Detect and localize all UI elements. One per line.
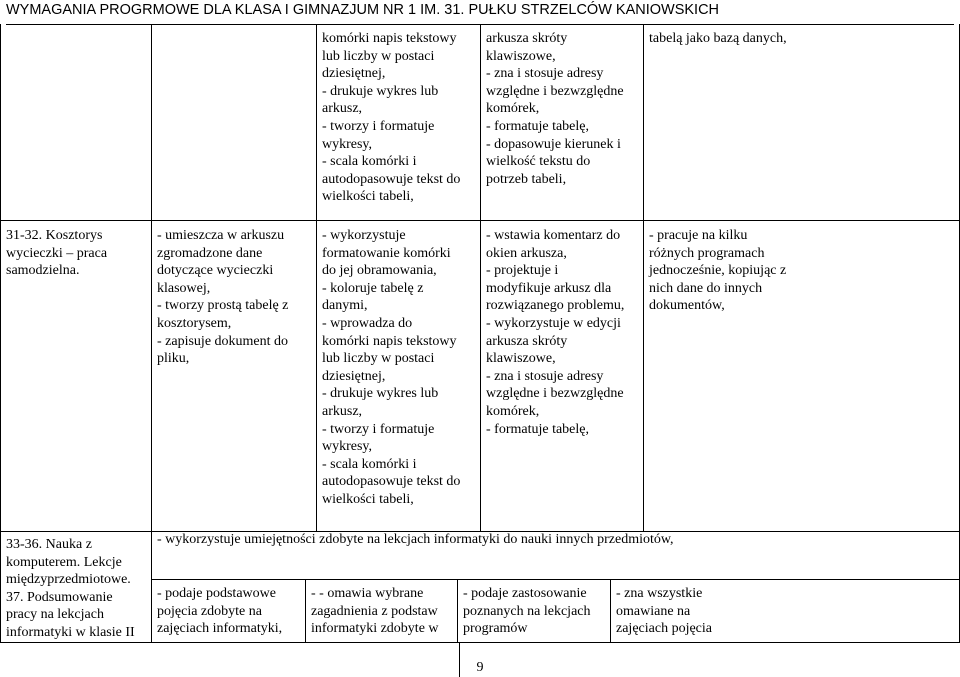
grid-line bbox=[643, 24, 644, 532]
row0-skills-advanced: tabelą jako bazą danych, bbox=[649, 31, 787, 46]
header-title: WYMAGANIA PROGRMOWE DLA KLASA I GIMNAZJUM NR 1 IM. 31. PUŁKU STRZELCÓW KANIOWSKICH bbox=[6, 2, 720, 18]
row2-skills-advanced: - zna wszystkie omawiane na zajęciach pojęcia bbox=[616, 586, 712, 637]
grid-line bbox=[457, 579, 458, 643]
grid-line bbox=[151, 579, 960, 580]
row2-skills-required: - podaje podstawowe pojęcia zdobyte na zajęciach informatyki, bbox=[157, 586, 283, 637]
row2-merged-skill: - wykorzystuje umiejętności zdobyte na lekcjach informatyki do nauki innych przedmiotów, bbox=[157, 532, 674, 547]
grid-line bbox=[0, 220, 960, 221]
row1-skills-extended: - wstawia komentarz do okien arkusza, - projektuje i modyfikuje arkusz dla rozwiązanego problemu, - wykorzystuje w edycji arkusza skróty klawiszowe, - zna i stosuje adresy względne i bezwzględne komórek, - formatuje tabelę, bbox=[486, 228, 625, 437]
row1-skills-required: - umieszcza w arkuszu zgromadzone dane dotyczące wycieczki klasowej, - tworzy prostą tabelę z kosztorysem, - zapisuje dokument do pliku, bbox=[157, 228, 289, 367]
row2-skills-basic: - - omawia wybrane zagadnienia z podstaw informatyki zdobyte w bbox=[311, 586, 439, 637]
page-number: 9 bbox=[476, 660, 484, 675]
document-header bbox=[6, 2, 954, 25]
row0-skills-extended: arkusza skróty klawiszowe, - zna i stosuje adresy względne i bezwzględne komórek, - formatuje tabelę, - dopasowuje kierunek i wielkość tekstu do potrzeb tabeli, bbox=[486, 31, 624, 187]
row1-topic: 31-32. Kosztorys wycieczki – praca samodzielna. bbox=[6, 228, 108, 279]
grid-line bbox=[480, 24, 481, 532]
grid-line bbox=[0, 642, 960, 643]
grid-line bbox=[0, 24, 1, 643]
row1-skills-advanced: - pracuje na kilku różnych programach jednocześnie, kopiując z nich dane do innych dokumentów, bbox=[649, 228, 787, 314]
grid-line bbox=[610, 579, 611, 643]
grid-line bbox=[316, 24, 317, 532]
row1-skills-basic: - wykorzystuje formatowanie komórki do jej obramowania, - koloruje tabelę z danymi, - wprowadza do komórki napis tekstowy lub liczby w postaci dziesiętnej, - drukuje wykres lub arkusz, - tworzy i formatuje wykresy, - scala komórki i autodopasowuje tekst do wielkości tabeli, bbox=[322, 228, 461, 507]
grid-line bbox=[151, 24, 152, 643]
row0-skills-basic: komórki napis tekstowy lub liczby w postaci dziesiętnej, - drukuje wykres lub arkusz, - tworzy i formatuje wykresy, - scala komórki i autodopasowuje tekst do wielkości tabeli, bbox=[322, 31, 461, 205]
row2-skills-extended: - podaje zastosowanie poznanych na lekcjach programów bbox=[463, 586, 591, 637]
grid-line bbox=[305, 579, 306, 643]
row2-topic: 33-36. Nauka z komputerem. Lekcje międzyprzedmiotowe. 37. Podsumowanie pracy na lekcjach informatyki w klasie II bbox=[6, 537, 135, 640]
